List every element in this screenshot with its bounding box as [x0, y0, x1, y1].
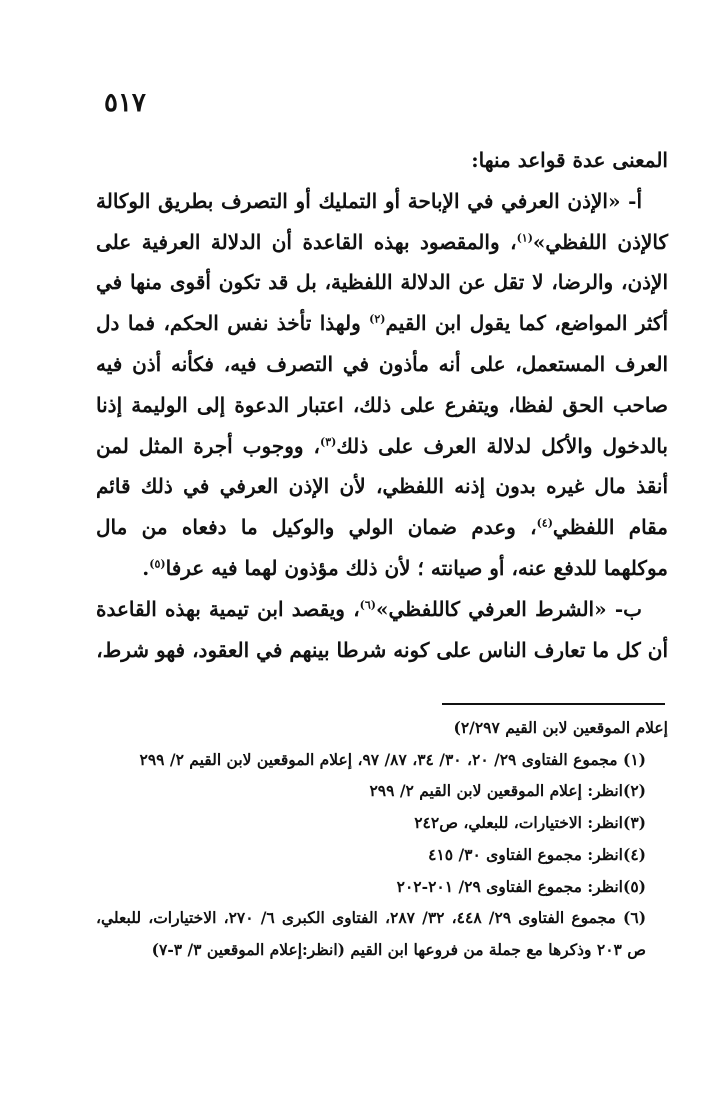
footnote-ref-1[interactable]: (١) — [516, 230, 533, 244]
paragraph-rule-a — [96, 181, 668, 589]
footnotes — [96, 712, 668, 966]
rule-b-text-1: ب- «الشرط العرفي كاللفظي» — [376, 596, 642, 621]
footnote-divider — [442, 703, 665, 705]
rule-a-text-3: ولهذا تأخذ نفس الحكم، فما دل العرف المستعمل، على أنه مأذون في التصرف فيه، فكأنه أذن فيه صاحب الحق لفظا، ويتفرع على ذلك، اعتبار الدعوة إلى الوليمة إذنا بالدخول والأكل لدلالة العرف على ذلك — [96, 311, 669, 458]
main-text — [96, 140, 668, 670]
footnote-carryover: إعلام الموقعين لابن القيم ٢/٢٩٧) — [453, 718, 668, 737]
footnote-ref-2[interactable]: (٢) — [369, 312, 386, 326]
footnote-3: (٣)انظر: الاختيارات، للبعلي، ص٢٤٢ — [414, 813, 646, 833]
rule-a-text-5: ، وعدم ضمان الولي والوكيل ما دفعاه من مال موكلهما للدفع عنه، أو صيانته ؛ لأن ذلك مؤذون لهما فيه عرفا — [96, 515, 668, 580]
footnote-4: (٤)انظر: مجموع الفتاوى ٣٠/ ٤١٥ — [428, 844, 646, 864]
rule-b-text-2: ، ويقصد ابن تيمية بهذه القاعدة أن كل ما تعارف الناس على كونه شرطا بينهم في العقود، فهو شرط، — [96, 596, 668, 662]
footnote-ref-3[interactable]: (٣) — [319, 434, 337, 448]
intro-line: المعنى عدة قواعد منها: — [471, 148, 668, 172]
footnote-ref-4[interactable]: (٤) — [536, 516, 553, 530]
rule-a-text-1: أ- «الإذن العرفي في الإباحة أو التمليك أو التصرف بطريق الوكالة كالإذن اللفظي» — [96, 188, 669, 254]
footnote-2: (٢)انظر: إعلام الموقعين لابن القيم ٢/ ٢٩٩ — [369, 781, 646, 801]
rule-a-text-4: ، ووجوب أجرة المثل لمن أنقذ مال غيره بدون إذنه اللفظي، لأن الإذن العرفي في ذلك قائم مقام اللفظي — [96, 433, 668, 540]
footnote-1: (١) مجموع الفتاوى ٢٩/ ٢٠، ٣٠/ ٣٤، ٨٧/ ٩٧، إعلام الموقعين لابن القيم ٢/ ٢٩٩ — [139, 749, 646, 769]
rule-a-text-6: . — [142, 555, 150, 580]
footnote-ref-5[interactable]: (٥) — [149, 557, 166, 571]
footnote-5: (٥)انظر: مجموع الفتاوى ٢٩/ ٢٠١-٢٠٢ — [396, 876, 646, 896]
rule-a-text-2: ، والمقصود بهذه القاعدة أن الدلالة العرفية على الإذن، والرضا، لا تقل عن الدلالة اللفظية، بل قد تكون أقوى منها في أكثر المواضع، كما يقول ابن القيم — [96, 229, 668, 336]
paragraph-rule-b — [96, 589, 668, 671]
footnote-ref-6[interactable]: (٦) — [359, 598, 377, 612]
footnote-6: (٦) مجموع الفتاوى ٢٩/ ٤٤٨، ٣٢/ ٢٨٧، الفتاوى الكبرى ٦/ ٢٧٠، الاختيارات، للبعلي، ص ٢٠٣ وذكرها مع جملة من فروعها ابن القيم (انظر:إعلام الموقعين ٣/ ٣-٧) — [96, 908, 647, 959]
page-number: ٥١٧ — [104, 88, 146, 118]
